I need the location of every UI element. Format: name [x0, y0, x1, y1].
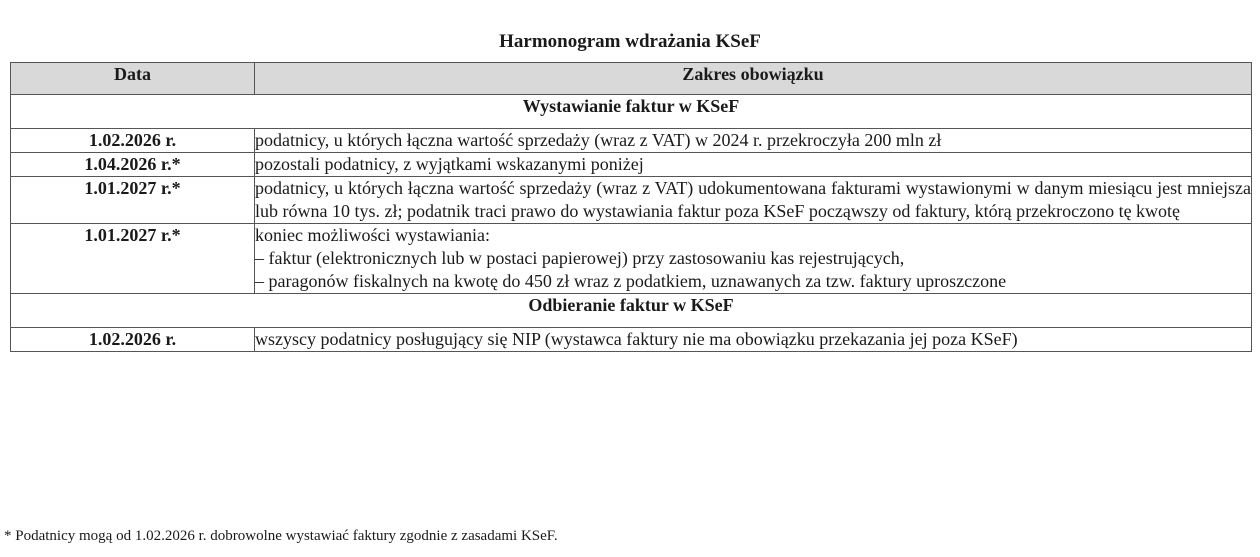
header-scope: Zakres obowiązku: [255, 63, 1252, 95]
row-date: 1.02.2026 r.: [11, 129, 255, 153]
section-issuing: Wystawianie faktur w KSeF: [11, 95, 1252, 129]
row-description: podatnicy, u których łączna wartość sprzedaży (wraz z VAT) w 2024 r. przekroczyła 200 mln zł: [255, 129, 1252, 153]
row-intro: koniec możliwości wystawiania:: [255, 225, 490, 245]
header-date: Data: [11, 63, 255, 95]
section-row: [11, 95, 1252, 129]
schedule-table: [10, 62, 1252, 352]
table-row: [11, 328, 1252, 352]
list-item: – faktur (elektronicznych lub w postaci papierowej) przy zastosowaniu kas rejestrujących,: [255, 248, 905, 268]
table-row: [11, 224, 1252, 294]
list-item: – paragonów fiskalnych na kwotę do 450 zł wraz z podatkiem, uznawanych za tzw. faktury uproszczone: [255, 271, 1007, 291]
table-title: Harmonogram wdrażania KSeF: [499, 31, 761, 52]
row-description: [255, 224, 1252, 294]
table-row: [11, 153, 1252, 177]
section-receiving: Odbieranie faktur w KSeF: [11, 294, 1252, 328]
row-description: pozostali podatnicy, z wyjątkami wskazanymi poniżej: [255, 153, 1252, 177]
row-date: 1.04.2026 r.*: [11, 153, 255, 177]
section-row: [11, 294, 1252, 328]
table-row: [11, 177, 1252, 224]
row-description: podatnicy, u których łączna wartość sprzedaży (wraz z VAT) udokumentowana fakturami wystawionymi w danym miesiącu jest mniejsza lub równa 10 tys. zł; podatnik traci prawo do wystawiania faktur poza KSeF począwszy od faktury, którą przekroczono tę kwotę: [255, 177, 1252, 224]
row-date: 1.01.2027 r.*: [11, 224, 255, 294]
row-description: wszyscy podatnicy posługujący się NIP (wystawca faktury nie ma obowiązku przekazania jej poza KSeF): [255, 328, 1252, 352]
row-date: 1.02.2026 r.: [11, 328, 255, 352]
row-date: 1.01.2027 r.*: [11, 177, 255, 224]
table-row: [11, 129, 1252, 153]
footnote: * Podatnicy mogą od 1.02.2026 r. dobrowolne wystawiać faktury zgodnie z zasadami KSeF.: [4, 528, 558, 544]
header-row: [11, 63, 1252, 95]
